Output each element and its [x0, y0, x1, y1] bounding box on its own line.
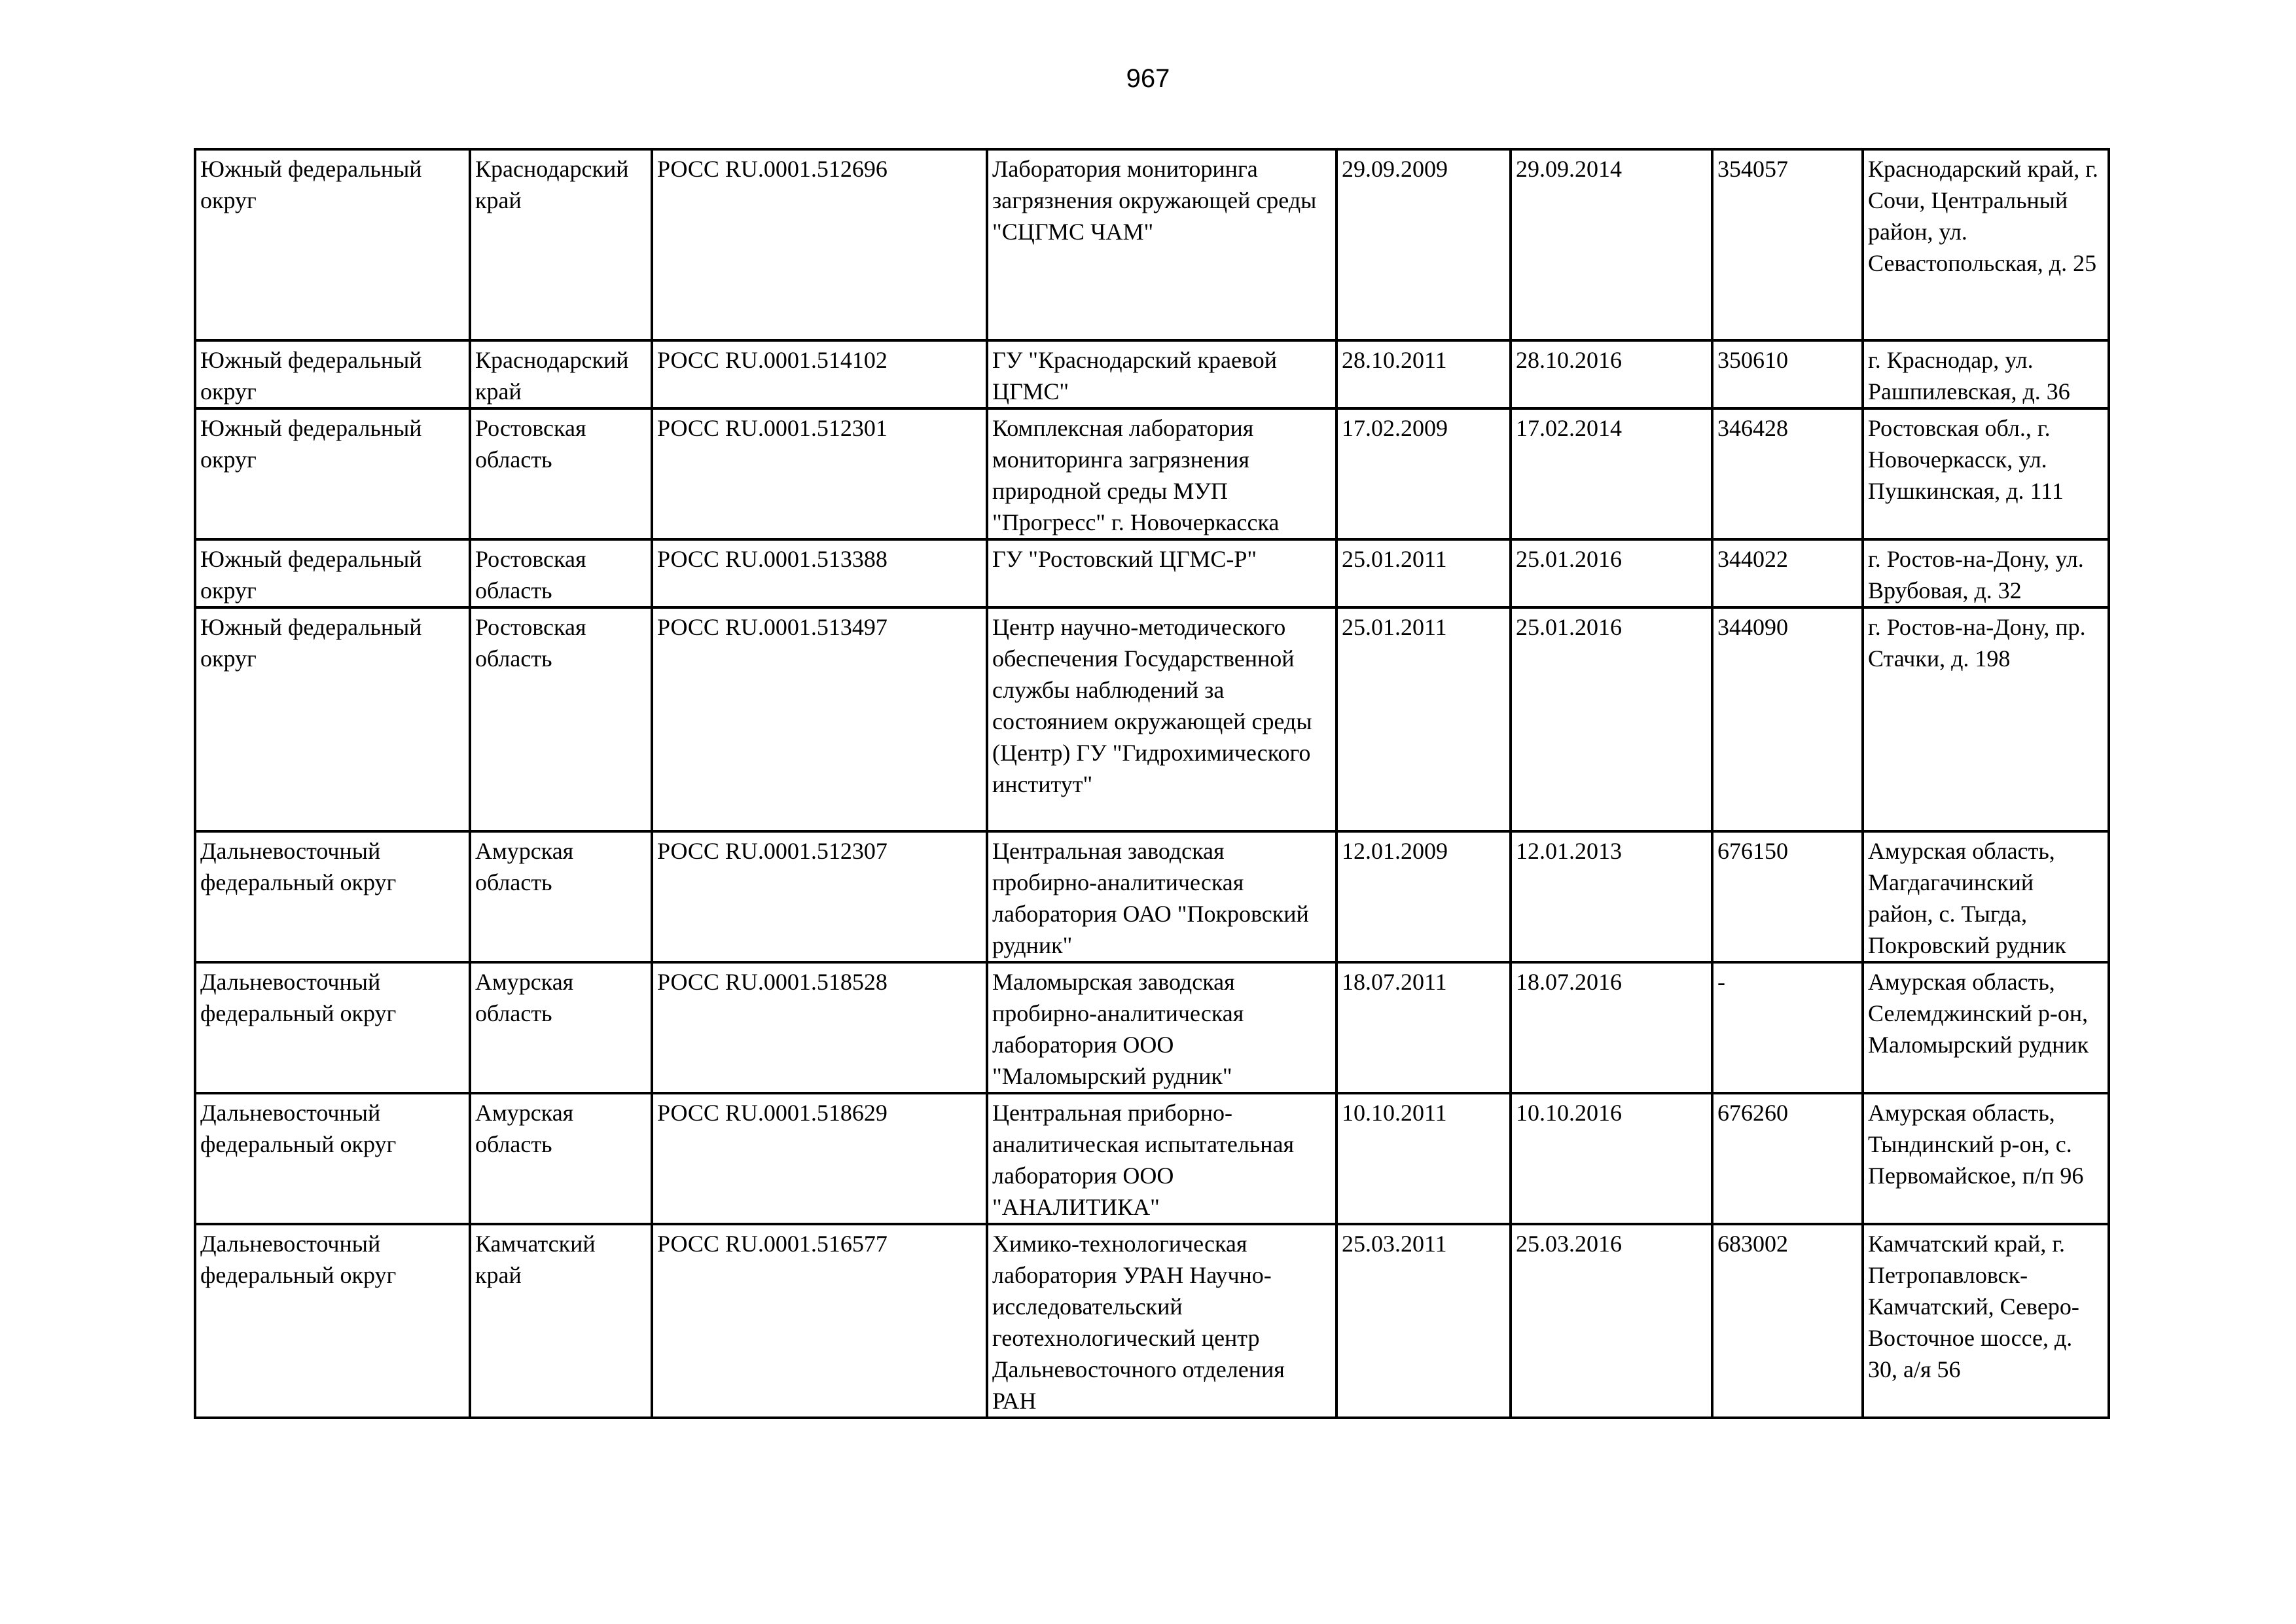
- district-cell: Южный федеральный округ: [195, 607, 470, 831]
- region-cell: Ростовская область: [470, 607, 652, 831]
- postal-index-cell: 683002: [1712, 1224, 1863, 1418]
- date-from-cell: 25.01.2011: [1336, 607, 1511, 831]
- district-cell: Южный федеральный округ: [195, 408, 470, 539]
- address-cell: Амурская область, Тындинский р-он, с. Первомайское, п/п 96: [1863, 1093, 2109, 1224]
- date-from-cell: 17.02.2009: [1336, 408, 1511, 539]
- postal-index-cell: 676260: [1712, 1093, 1863, 1224]
- certificate-cell: РОСС RU.0001.518528: [652, 962, 987, 1093]
- date-to-cell: 25.01.2016: [1511, 539, 1712, 607]
- certificate-cell: РОСС RU.0001.516577: [652, 1224, 987, 1418]
- address-cell: Камчатский край, г. Петропавловск-Камчатский, Северо-Восточное шоссе, д. 30, а/я 56: [1863, 1224, 2109, 1418]
- date-from-cell: 10.10.2011: [1336, 1093, 1511, 1224]
- certificate-cell: РОСС RU.0001.512301: [652, 408, 987, 539]
- certificate-cell: РОСС RU.0001.513497: [652, 607, 987, 831]
- table-row: [195, 1093, 2109, 1224]
- date-to-cell: 28.10.2016: [1511, 340, 1712, 408]
- date-from-cell: 25.03.2011: [1336, 1224, 1511, 1418]
- district-cell: Южный федеральный округ: [195, 149, 470, 340]
- region-cell: Амурская область: [470, 831, 652, 962]
- table-row: [195, 149, 2109, 340]
- table-row: [195, 831, 2109, 962]
- date-to-cell: 25.01.2016: [1511, 607, 1712, 831]
- date-from-cell: 29.09.2009: [1336, 149, 1511, 340]
- address-cell: Краснодарский край, г. Сочи, Центральный район, ул. Севастопольская, д. 25: [1863, 149, 2109, 340]
- address-cell: Амурская область, Магдагачинский район, с. Тыгда, Покровский рудник: [1863, 831, 2109, 962]
- district-cell: Южный федеральный округ: [195, 340, 470, 408]
- region-cell: Краснодарский край: [470, 149, 652, 340]
- postal-index-cell: 354057: [1712, 149, 1863, 340]
- date-to-cell: 17.02.2014: [1511, 408, 1712, 539]
- postal-index-cell: 350610: [1712, 340, 1863, 408]
- certificate-cell: РОСС RU.0001.513388: [652, 539, 987, 607]
- laboratory-name-cell: Лаборатория мониторинга загрязнения окружающей среды "СЦГМС ЧАМ": [987, 149, 1336, 340]
- table-row: [195, 1224, 2109, 1418]
- certificate-cell: РОСС RU.0001.518629: [652, 1093, 987, 1224]
- table-row: [195, 607, 2109, 831]
- address-cell: г. Краснодар, ул. Рашпилевская, д. 36: [1863, 340, 2109, 408]
- date-from-cell: 12.01.2009: [1336, 831, 1511, 962]
- table-row: [195, 962, 2109, 1093]
- table-row: [195, 539, 2109, 607]
- date-to-cell: 18.07.2016: [1511, 962, 1712, 1093]
- district-cell: Дальневосточный федеральный округ: [195, 1224, 470, 1418]
- laboratory-name-cell: ГУ "Краснодарский краевой ЦГМС": [987, 340, 1336, 408]
- laboratory-name-cell: Маломырская заводская пробирно-аналитическая лаборатория ООО "Маломырский рудник": [987, 962, 1336, 1093]
- date-from-cell: 25.01.2011: [1336, 539, 1511, 607]
- certificate-cell: РОСС RU.0001.514102: [652, 340, 987, 408]
- laboratory-name-cell: Комплексная лаборатория мониторинга загрязнения природной среды МУП "Прогресс" г. Новочеркасска: [987, 408, 1336, 539]
- postal-index-cell: -: [1712, 962, 1863, 1093]
- region-cell: Краснодарский край: [470, 340, 652, 408]
- laboratory-name-cell: Центр научно-методического обеспечения Государственной службы наблюдений за состоянием окружающей среды (Центр) ГУ "Гидрохимического институт": [987, 607, 1336, 831]
- laboratory-name-cell: Центральная заводская пробирно-аналитическая лаборатория ОАО "Покровский рудник": [987, 831, 1336, 962]
- region-cell: Амурская область: [470, 1093, 652, 1224]
- date-from-cell: 28.10.2011: [1336, 340, 1511, 408]
- postal-index-cell: 676150: [1712, 831, 1863, 962]
- region-cell: Ростовская область: [470, 539, 652, 607]
- address-cell: Амурская область, Селемджинский р-он, Маломырский рудник: [1863, 962, 2109, 1093]
- district-cell: Южный федеральный округ: [195, 539, 470, 607]
- address-cell: г. Ростов-на-Дону, пр. Стачки, д. 198: [1863, 607, 2109, 831]
- postal-index-cell: 344090: [1712, 607, 1863, 831]
- laboratory-name-cell: ГУ "Ростовский ЦГМС-Р": [987, 539, 1336, 607]
- registry-table: [194, 148, 2110, 1419]
- region-cell: Амурская область: [470, 962, 652, 1093]
- date-to-cell: 12.01.2013: [1511, 831, 1712, 962]
- address-cell: Ростовская обл., г. Новочеркасск, ул. Пушкинская, д. 111: [1863, 408, 2109, 539]
- page-number: 967: [1126, 64, 1170, 93]
- certificate-cell: РОСС RU.0001.512307: [652, 831, 987, 962]
- table-row: [195, 340, 2109, 408]
- laboratory-name-cell: Химико-технологическая лаборатория УРАН Научно-исследовательский геотехнологический центр Дальневосточного отделения РАН: [987, 1224, 1336, 1418]
- laboratory-name-cell: Центральная приборно-аналитическая испытательная лаборатория ООО "АНАЛИТИКА": [987, 1093, 1336, 1224]
- certificate-cell: РОСС RU.0001.512696: [652, 149, 987, 340]
- region-cell: Камчатский край: [470, 1224, 652, 1418]
- district-cell: Дальневосточный федеральный округ: [195, 1093, 470, 1224]
- region-cell: Ростовская область: [470, 408, 652, 539]
- district-cell: Дальневосточный федеральный округ: [195, 831, 470, 962]
- date-to-cell: 10.10.2016: [1511, 1093, 1712, 1224]
- postal-index-cell: 344022: [1712, 539, 1863, 607]
- date-to-cell: 25.03.2016: [1511, 1224, 1712, 1418]
- postal-index-cell: 346428: [1712, 408, 1863, 539]
- district-cell: Дальневосточный федеральный округ: [195, 962, 470, 1093]
- address-cell: г. Ростов-на-Дону, ул. Врубовая, д. 32: [1863, 539, 2109, 607]
- table-row: [195, 408, 2109, 539]
- date-to-cell: 29.09.2014: [1511, 149, 1712, 340]
- date-from-cell: 18.07.2011: [1336, 962, 1511, 1093]
